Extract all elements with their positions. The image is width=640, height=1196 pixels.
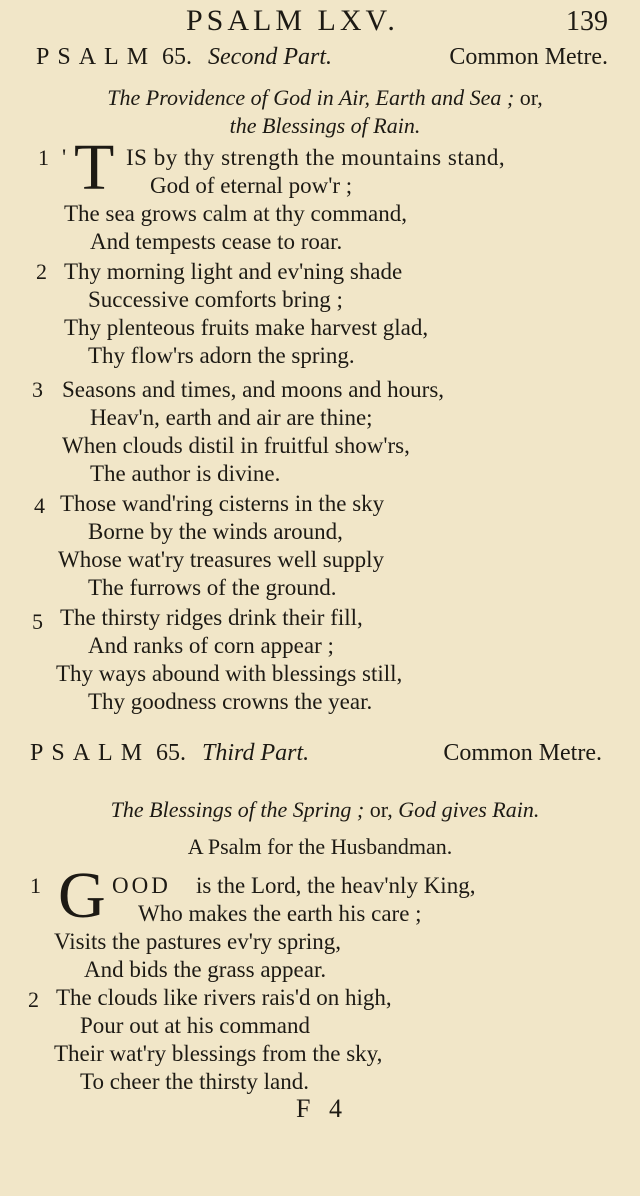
verse-line: The clouds like rivers rais'd on high, [56,985,392,1010]
verse-line: Thy plenteous fruits make harvest glad, [64,315,429,340]
metre-label: Common Metre. [449,44,608,70]
verse-line: Thy goodness crowns the year. [88,689,373,714]
verse-line: Heav'n, earth and air are thine; [90,405,373,430]
verse-line: Thy ways abound with blessings still, [56,661,403,686]
verse-line: is the Lord, the heav'nly King, [196,873,476,898]
verse-number: 2 [36,259,47,284]
subtitle-or: or, [519,85,543,110]
verse-line: Visits the pastures ev'ry spring, [54,929,342,954]
psalm-number: 65. [162,44,193,70]
verse-line: God of eternal pow'r ; [150,173,353,198]
verse-line: The thirsty ridges drink their fill, [60,605,363,630]
verse-line: Borne by the winds around, [88,519,343,544]
psalm-label: PSALM [30,740,151,766]
psalm-label: PSALM [36,44,157,70]
verse-line: Their wat'ry blessings from the sky, [54,1041,383,1066]
psalm-number: 65. [156,740,187,766]
verse-line: Who makes the earth his care ; [138,901,422,926]
verse-number: 5 [32,609,43,634]
verse-line: Those wand'ring cisterns in the sky [60,491,385,516]
verse-line: And ranks of corn appear ; [88,633,334,658]
drop-cap: G [58,859,106,932]
verse-line: Whose wat'ry treasures well supply [58,547,385,572]
subtitle-text: The Blessings of the Spring ; [110,797,365,822]
verse-line: Thy morning light and ev'ning shade [64,259,403,284]
subtitle-or: or, [369,797,393,822]
verse-number: 3 [32,377,43,402]
verse-number: 2 [28,987,39,1012]
verse-line: The author is divine. [90,461,281,486]
verse-line: The furrows of the ground. [88,575,337,600]
verse-line: To cheer the thirsty land. [80,1069,309,1094]
verse-line: Pour out at his command [80,1013,310,1038]
signature-mark: F 4 [296,1094,348,1123]
part-three-subtitle [40,796,610,824]
verse-line: And bids the grass appear. [84,957,327,982]
verse-line: OOD [112,873,171,898]
verse-line: Seasons and times, and moons and hours, [62,377,445,402]
part-two-subtitle [40,84,610,140]
part-three-heading [30,740,610,774]
running-title: PSALM LXV. [186,4,399,37]
page-number: 139 [566,6,608,37]
part-two-heading [36,44,616,78]
verse-line: And tempests cease to roar. [90,229,343,254]
verse-number: 1 [30,873,41,898]
drop-cap: T [74,131,115,204]
subtitle-text-2: God gives Rain. [398,797,540,822]
verse-line: Successive comforts bring ; [88,287,343,312]
verse-line: Thy flow'rs adorn the spring. [88,343,355,368]
subtitle-text: The Providence of God in Air, Earth and Sea ; [107,85,515,110]
part-label: Second Part. [208,44,333,70]
verse-line: ' [62,145,67,170]
verse-line: IS by thy strength the mountains stand, [126,145,506,170]
verse-number: 4 [34,493,45,518]
verse-line: When clouds distil in fruitful show'rs, [62,433,410,458]
verse-line: The sea grows calm at thy command, [64,201,407,226]
verse-number: 1 [38,145,49,170]
psalm-dedication: A Psalm for the Husbandman. [187,834,453,859]
running-head [0,4,640,38]
part-label: Third Part. [202,740,310,766]
metre-label: Common Metre. [443,740,602,766]
subtitle-text-2: the Blessings of Rain. [229,113,421,138]
